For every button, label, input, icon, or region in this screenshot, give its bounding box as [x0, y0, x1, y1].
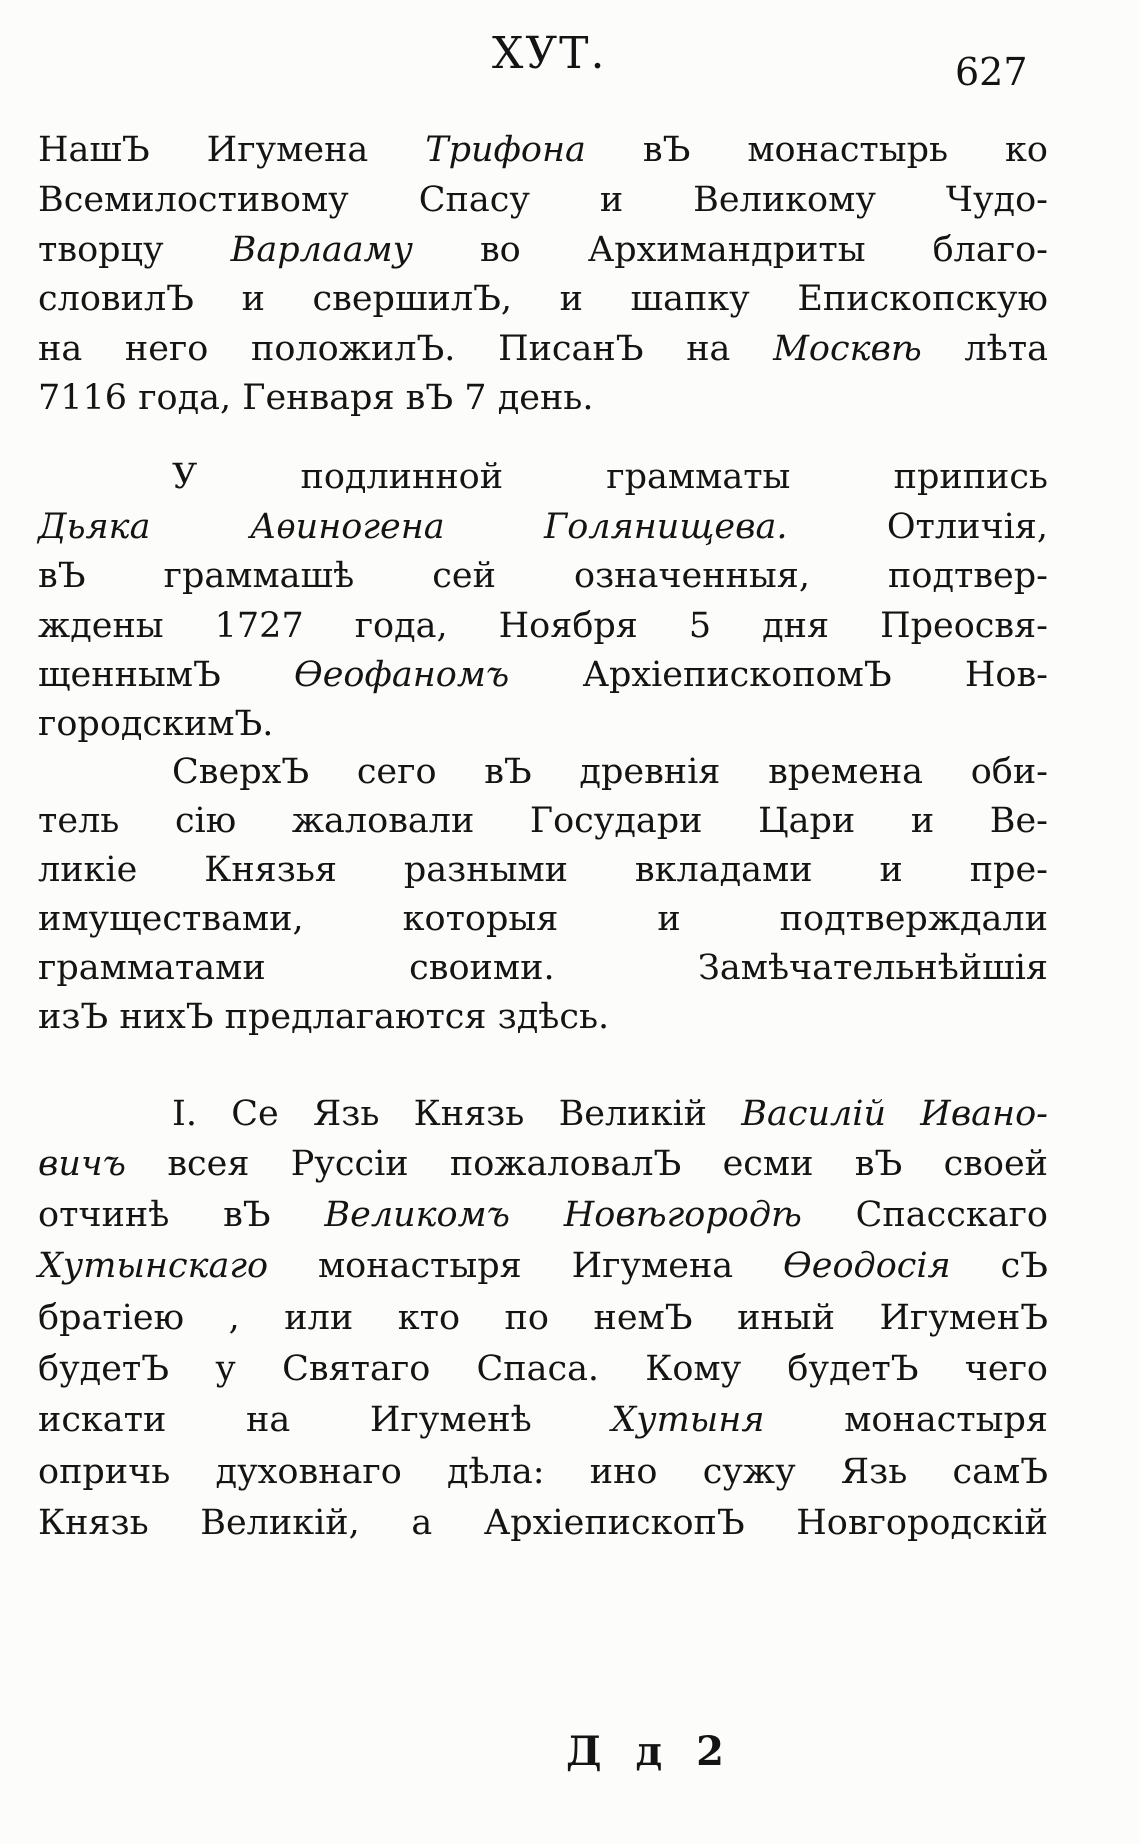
text-line: ждены 1727 года, Ноября 5 дня Преосвя-: [38, 606, 1048, 646]
text-line: СверхЪ сего вЪ древнія времена оби-: [172, 752, 1048, 792]
text-line: имуществами, которыя и подтверждали: [38, 899, 1048, 939]
text-line: У подлинной грамматы припись: [172, 457, 1048, 497]
text-line: словилЪ и свершилЪ, и шапку Епископскую: [38, 279, 1048, 319]
text-line: I. Се Язь Князь Великій Василій Иванo-: [172, 1094, 1049, 1134]
signature-mark: Д д 2: [566, 1728, 734, 1775]
text-line: 7116 года, Генваря вЪ 7 день.: [38, 378, 594, 418]
text-line: городскимЪ.: [38, 704, 274, 744]
text-line: ликіе Князья разными вкладами и пре-: [38, 850, 1048, 890]
text-line: изЪ нихЪ предлагаются здѣсь.: [38, 997, 610, 1037]
text-line: искати на Игуменѣ Хутыня монастыря: [38, 1400, 1048, 1440]
text-line: НашЪ Игумена Трифона вЪ монастырь ко: [38, 130, 1049, 170]
text-line: на него положилЪ. ПисанЪ на Москвѣ лѣта: [38, 329, 1048, 369]
text-line: вЪ граммашѣ сей означенныя, подтвер-: [38, 556, 1048, 596]
text-line: Дьяка Аѳиногена Голянищева. Отличія,: [38, 507, 1048, 547]
text-line: опричь духовнаго дѣла: ино сужу Язь самЪ: [38, 1452, 1048, 1492]
text-line: вичъ всея Руссіи пожаловалЪ есми вЪ своей: [38, 1144, 1048, 1184]
text-line: щеннымЪ Ѳеофаномъ АрхіепископомЪ Нов-: [38, 655, 1048, 695]
text-line: Князь Великій, а АрхіепископЪ Новгородскій: [38, 1503, 1048, 1543]
text-line: будетЪ у Святаго Спаса. Кому будетЪ чего: [38, 1349, 1048, 1389]
text-line: Всемилостивому Спасу и Великому Чудо-: [38, 180, 1048, 220]
page-header: [0, 28, 1140, 98]
text-line: отчинѣ вЪ Великомъ Новѣгородѣ Спасскаго: [38, 1195, 1048, 1235]
page-number: 627: [955, 50, 1028, 94]
text-line: Хутынскаго монастыря Игумена Ѳеодосія сЪ: [38, 1246, 1048, 1286]
running-head: ХУТ.: [492, 28, 607, 79]
text-line: тель сію жаловали Государи Цари и Ве-: [38, 801, 1048, 841]
text-line: творцу Варлааму во Архимандриты благо-: [38, 230, 1048, 270]
text-line: братіею , или кто по немЪ иный ИгуменЪ: [38, 1298, 1048, 1338]
text-line: грамматами своими. Замѣчательнѣйшія: [38, 948, 1048, 988]
